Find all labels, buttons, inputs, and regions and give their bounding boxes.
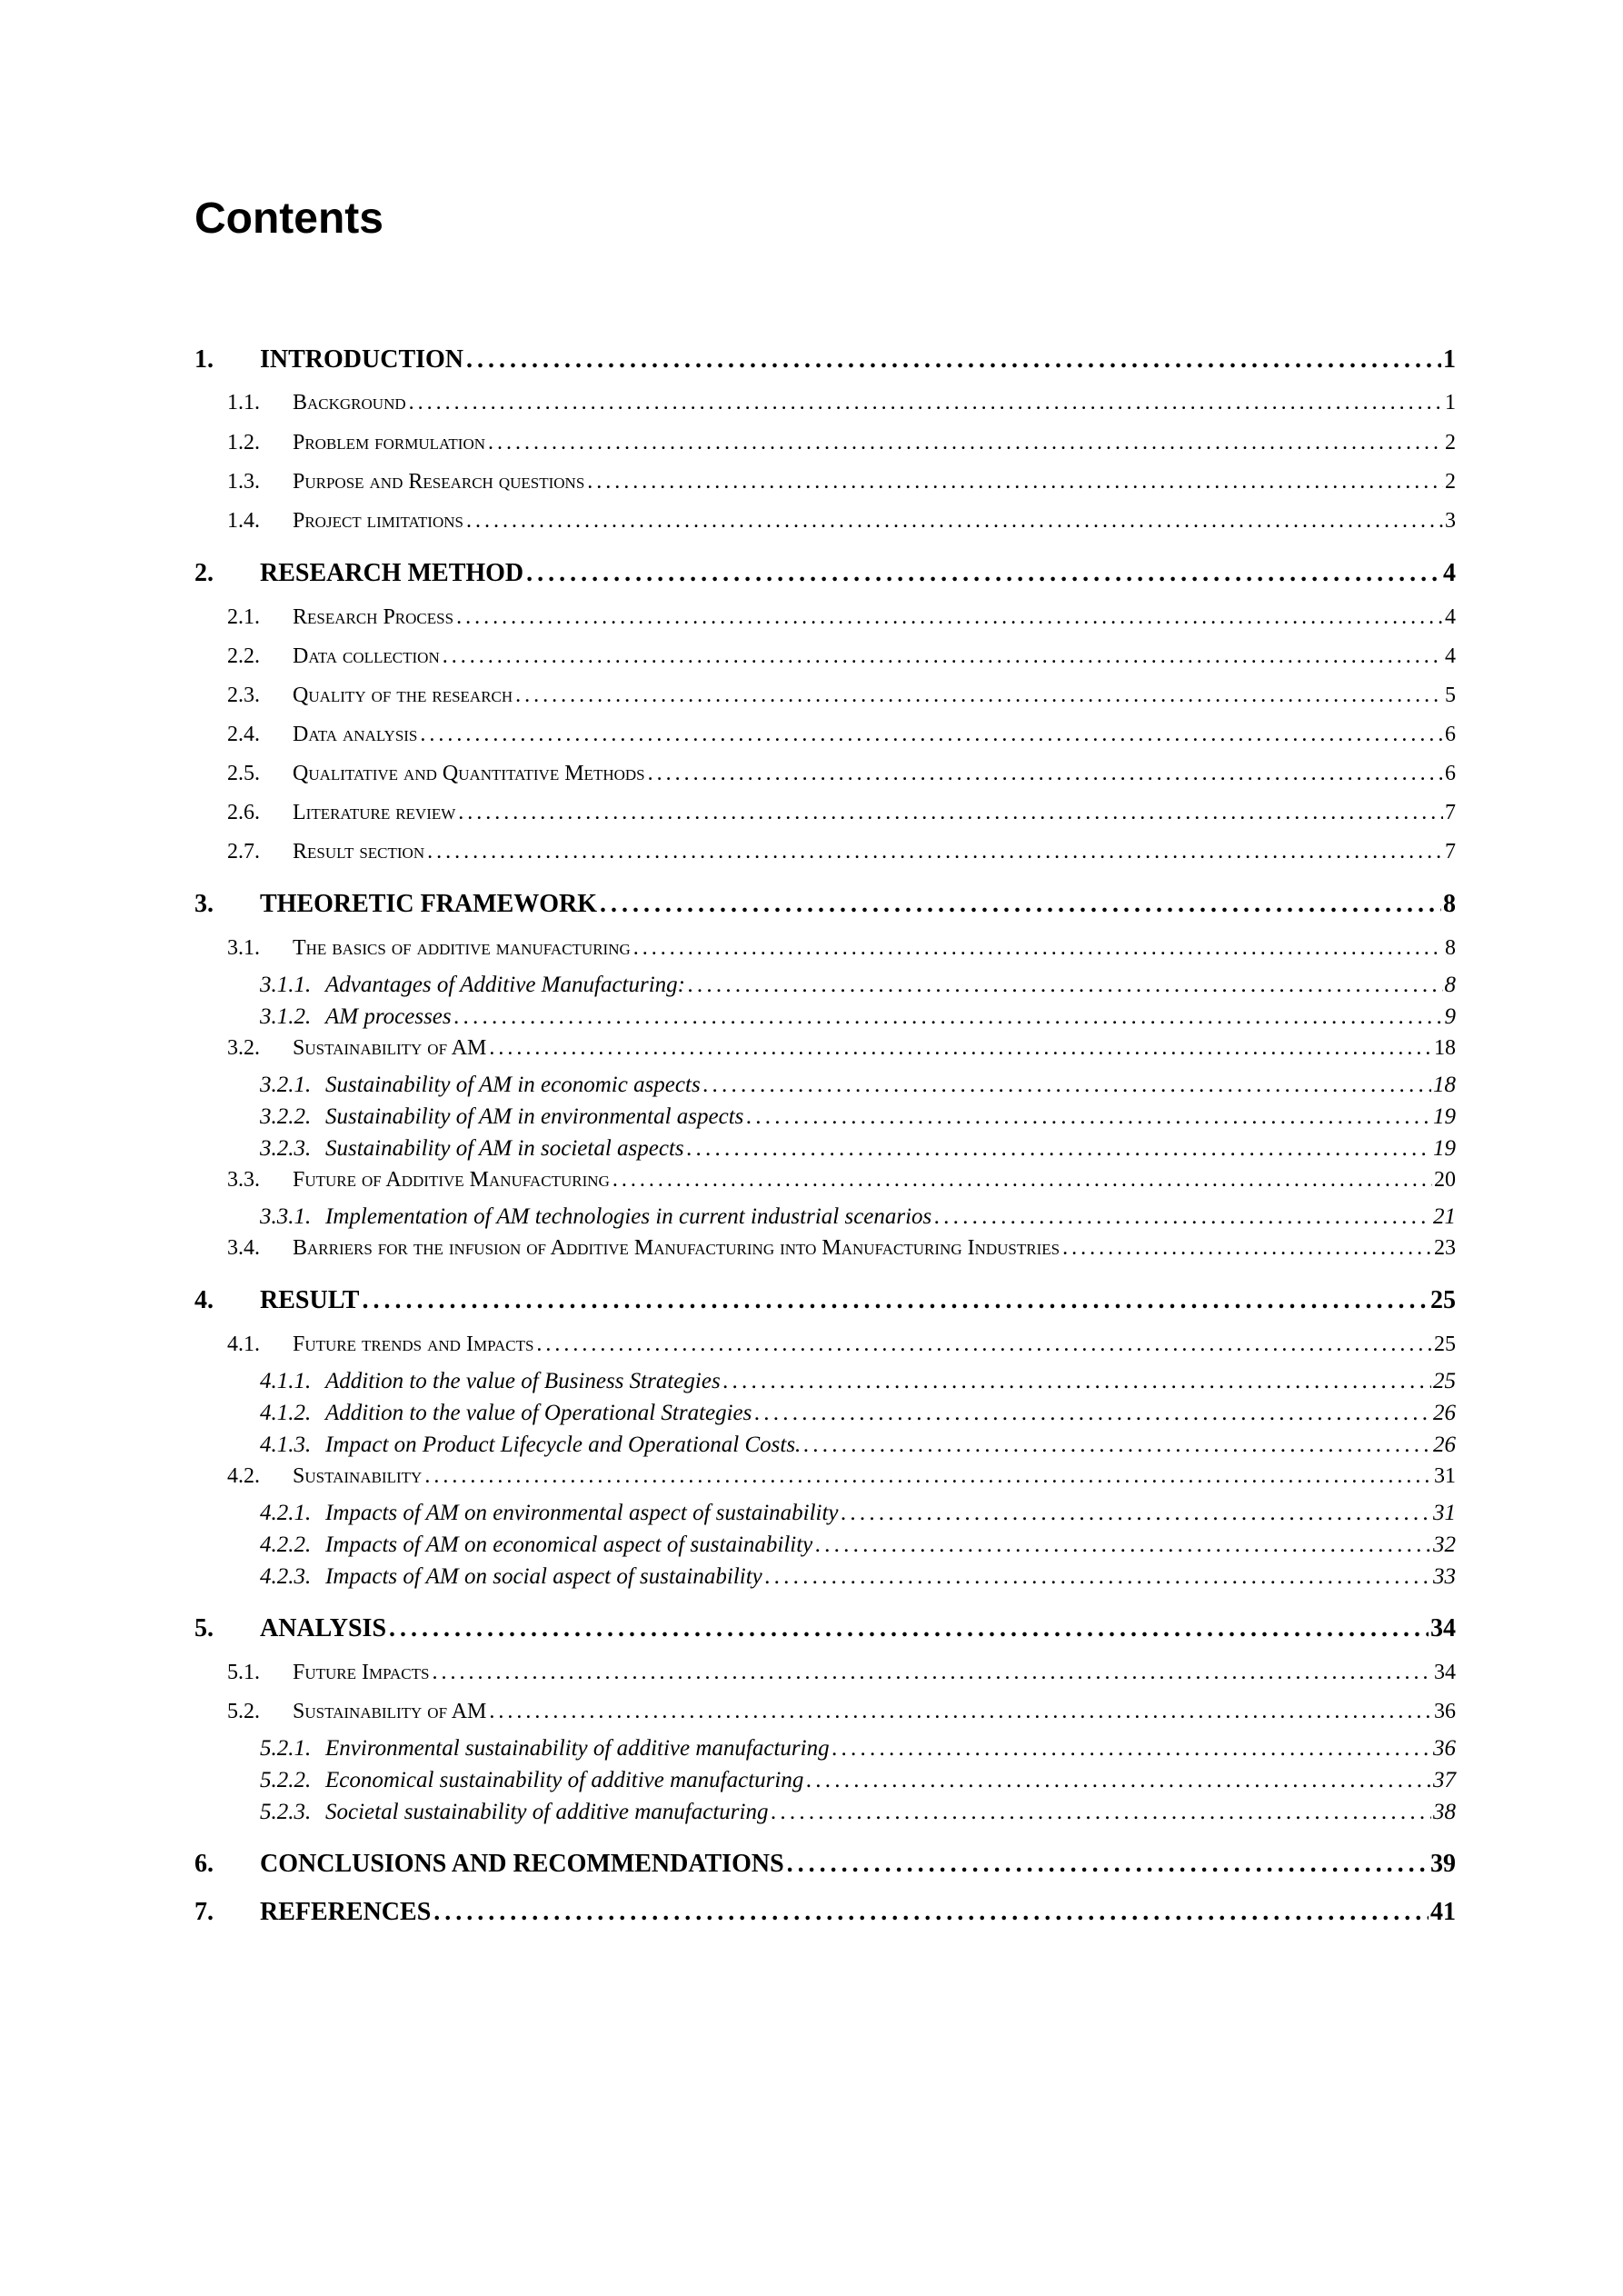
toc-entry-page-number: 26 (1433, 1401, 1456, 1425)
toc-entry-number: 4.1.2. (260, 1401, 312, 1425)
toc-entry-page-number: 6 (1445, 762, 1456, 785)
toc-entry-page-number: 21 (1433, 1204, 1456, 1229)
toc-entry-number: 1.4. (227, 509, 260, 533)
dot-leader (515, 684, 1443, 708)
toc-entry-number: 2.1. (227, 605, 260, 629)
toc-entry-number: 4. (194, 1286, 214, 1314)
toc-entry-number: 2.2. (227, 644, 260, 668)
toc-entry[interactable] (194, 1036, 1456, 1061)
toc-entry-number: 5.1. (227, 1661, 260, 1684)
toc-entry[interactable] (194, 1236, 1456, 1261)
toc-entry-number: 2.4. (227, 723, 260, 746)
toc-entry[interactable] (194, 1564, 1456, 1590)
dot-leader (443, 644, 1443, 669)
toc-entry[interactable] (194, 1768, 1456, 1793)
toc-entry-number: 4.1.1. (260, 1369, 312, 1393)
dot-leader (466, 345, 1441, 374)
toc-entry[interactable] (194, 723, 1456, 747)
toc-entry-label: Advantages of Additive Manufacturing: (325, 973, 685, 997)
dot-leader (454, 1004, 1443, 1030)
toc-entry-number: 2.5. (227, 762, 260, 785)
toc-entry[interactable] (194, 559, 1456, 588)
toc-entry-label: Sustainability of AM (293, 1036, 487, 1060)
toc-entry[interactable] (194, 345, 1456, 374)
toc-entry-label: INTRODUCTION (260, 345, 464, 374)
toc-entry[interactable] (194, 801, 1456, 825)
dot-leader (754, 1401, 1431, 1426)
toc-entry[interactable] (194, 1369, 1456, 1394)
toc-entry-label: Literature review (293, 801, 456, 824)
toc-entry-label: Problem formulation (293, 431, 486, 454)
toc-entry[interactable] (194, 1073, 1456, 1098)
toc-entry-label: Societal sustainability of additive manufacturing (325, 1800, 769, 1824)
toc-entry[interactable] (194, 973, 1456, 998)
toc-entry[interactable] (194, 1501, 1456, 1526)
toc-entry[interactable] (194, 1850, 1456, 1879)
toc-entry-page-number: 18 (1433, 1073, 1456, 1097)
toc-entry-label: Economical sustainability of additive manufacturing (325, 1768, 804, 1792)
dot-leader (420, 723, 1443, 747)
toc-entry-page-number: 2 (1445, 470, 1456, 494)
toc-entry-number: 1.3. (227, 470, 260, 494)
toc-entry-number: 5. (194, 1614, 214, 1642)
toc-entry-number: 5.2.2. (260, 1768, 312, 1792)
dot-leader (765, 1564, 1431, 1590)
toc-entry-label: Impact on Product Lifecycle and Operational Costs. (325, 1433, 802, 1457)
toc-entry[interactable] (194, 936, 1456, 961)
toc-entry-label: Quality of the research (293, 684, 513, 707)
toc-entry[interactable] (194, 1800, 1456, 1825)
dot-leader (424, 1464, 1432, 1489)
toc-entry-label: Future Impacts (293, 1661, 430, 1684)
dot-leader (389, 1614, 1429, 1643)
toc-entry[interactable] (194, 684, 1456, 708)
dot-leader (456, 605, 1443, 630)
toc-entry-number: 3.1. (227, 936, 260, 960)
toc-entry-label: REFERENCES (260, 1898, 432, 1926)
toc-entry-number: 4.2.2. (260, 1532, 312, 1557)
toc-entry-page-number: 41 (1430, 1898, 1456, 1926)
toc-entry-label: Barriers for the infusion of Additive Manufacturing into Manufacturing Industries (293, 1236, 1060, 1260)
toc-entry-page-number: 26 (1433, 1433, 1456, 1457)
toc-entry-label: Environmental sustainability of additive manufacturing (325, 1736, 830, 1761)
toc-entry-page-number: 25 (1434, 1333, 1456, 1356)
dot-leader (536, 1333, 1432, 1357)
toc-entry[interactable] (194, 1401, 1456, 1426)
dot-leader (612, 1168, 1432, 1193)
toc-entry-page-number: 1 (1445, 391, 1456, 414)
dot-leader (934, 1204, 1431, 1230)
toc-entry[interactable] (194, 1700, 1456, 1724)
toc-entry[interactable] (194, 890, 1456, 919)
toc-entry[interactable] (194, 431, 1456, 455)
toc-entry[interactable] (194, 1204, 1456, 1230)
dot-leader (723, 1369, 1431, 1394)
toc-entry-page-number: 31 (1433, 1501, 1456, 1525)
toc-entry-number: 5.2. (227, 1700, 260, 1723)
toc-entry-page-number: 36 (1434, 1700, 1456, 1723)
dot-leader (832, 1736, 1431, 1762)
toc-entry-label: CONCLUSIONS AND RECOMMENDATIONS (260, 1850, 784, 1878)
toc-entry-page-number: 33 (1433, 1564, 1456, 1589)
toc-entry-label: AM processes (325, 1004, 452, 1029)
toc-entry[interactable] (194, 840, 1456, 864)
toc-entry-label: Research Process (293, 605, 454, 629)
toc-entry[interactable] (194, 509, 1456, 534)
page-title: Contents (194, 195, 383, 243)
toc-entry-page-number: 25 (1433, 1369, 1456, 1393)
toc-entry-number: 1.2. (227, 431, 260, 454)
toc-entry[interactable] (194, 644, 1456, 669)
dot-leader (787, 1850, 1429, 1879)
toc-entry-number: 3.1.2. (260, 1004, 312, 1029)
dot-leader (600, 890, 1441, 919)
toc-entry[interactable] (194, 1898, 1456, 1927)
toc-entry-label: Sustainability (293, 1464, 423, 1488)
toc-entry-page-number: 7 (1445, 801, 1456, 824)
toc-entry-page-number: 4 (1445, 644, 1456, 668)
toc-entry-page-number: 23 (1434, 1236, 1456, 1260)
toc-entry-number: 4.2.1. (260, 1501, 312, 1525)
toc-entry-page-number: 8 (1444, 973, 1456, 997)
toc-entry-page-number: 2 (1445, 431, 1456, 454)
toc-entry[interactable] (194, 1532, 1456, 1558)
toc-entry-label: Qualitative and Quantitative Methods (293, 762, 645, 785)
toc-entry-number: 3.1.1. (260, 973, 312, 997)
dot-leader (841, 1501, 1431, 1526)
dot-leader (633, 936, 1443, 961)
toc-entry-number: 4.1.3. (260, 1433, 312, 1457)
toc-entry-number: 6. (194, 1850, 214, 1878)
dot-leader (489, 1700, 1432, 1724)
dot-leader (526, 559, 1441, 588)
toc-entry-label: Addition to the value of Operational Strategies (325, 1401, 752, 1425)
toc-entry-label: Sustainability of AM (293, 1700, 487, 1723)
toc-entry-number: 1.1. (227, 391, 260, 414)
toc-entry-page-number: 8 (1445, 936, 1456, 960)
toc-entry-page-number: 6 (1445, 723, 1456, 746)
toc-entry[interactable] (194, 470, 1456, 494)
toc-entry-number: 3.2.1. (260, 1073, 312, 1097)
toc-entry-label: Project limitations (293, 509, 463, 533)
toc-entry-page-number: 8 (1443, 890, 1456, 918)
toc-entry[interactable] (194, 1168, 1456, 1193)
toc-entry-page-number: 9 (1444, 1004, 1456, 1029)
dot-leader (687, 1136, 1431, 1162)
toc-entry[interactable] (194, 1736, 1456, 1762)
toc-entry-label: Impacts of AM on economical aspect of sustainability (325, 1532, 813, 1557)
toc-entry-number: 3.3.1. (260, 1204, 312, 1229)
dot-leader (362, 1286, 1429, 1315)
toc-entry-number: 3.2.2. (260, 1104, 312, 1129)
toc-entry-page-number: 5 (1445, 684, 1456, 707)
dot-leader (432, 1661, 1432, 1685)
toc-entry-page-number: 31 (1434, 1464, 1456, 1488)
toc-entry-page-number: 3 (1445, 509, 1456, 533)
toc-entry-number: 2.7. (227, 840, 260, 863)
toc-entry-label: Impacts of AM on social aspect of sustainability (325, 1564, 762, 1589)
toc-entry-page-number: 25 (1430, 1286, 1456, 1314)
toc-entry[interactable] (194, 1464, 1456, 1489)
toc-entry-number: 5.2.1. (260, 1736, 312, 1761)
toc-entry[interactable] (194, 1004, 1456, 1030)
toc-entry-label: Future of Additive Manufacturing (293, 1168, 610, 1192)
toc-entry-label: Background (293, 391, 406, 414)
toc-entry-label: Data collection (293, 644, 440, 668)
toc-entry[interactable] (194, 1104, 1456, 1130)
toc-entry[interactable] (194, 605, 1456, 630)
toc-entry-page-number: 38 (1433, 1800, 1456, 1824)
toc-entry-number: 7. (194, 1898, 214, 1926)
toc-entry-label: Impacts of AM on environmental aspect of sustainability (325, 1501, 839, 1525)
toc-entry[interactable] (194, 762, 1456, 786)
dot-leader (466, 509, 1443, 534)
toc-entry[interactable] (194, 1333, 1456, 1357)
toc-entry-number: 3.2.3. (260, 1136, 312, 1161)
toc-entry-number: 2. (194, 559, 214, 587)
toc-entry[interactable] (194, 1661, 1456, 1685)
toc-entry-label: Sustainability of AM in societal aspects (325, 1136, 684, 1161)
toc-entry-number: 3. (194, 890, 214, 918)
toc-entry-number: 4.2. (227, 1464, 260, 1488)
dot-leader (803, 1433, 1431, 1458)
dot-leader (458, 801, 1443, 825)
toc-entry[interactable] (194, 391, 1456, 415)
toc-entry-label: Future trends and Impacts (293, 1333, 534, 1356)
dot-leader (587, 470, 1443, 494)
toc-entry-number: 1. (194, 345, 214, 374)
toc-entry-number: 4.2.3. (260, 1564, 312, 1589)
toc-entry[interactable] (194, 1286, 1456, 1315)
dot-leader (746, 1104, 1431, 1130)
toc-entry-page-number: 19 (1433, 1104, 1456, 1129)
toc-entry-page-number: 1 (1443, 345, 1456, 374)
toc-entry-page-number: 4 (1445, 605, 1456, 629)
toc-entry-page-number: 18 (1434, 1036, 1456, 1060)
dot-leader (489, 1036, 1432, 1061)
toc-entry-page-number: 19 (1433, 1136, 1456, 1161)
toc-entry-label: RESULT (260, 1286, 360, 1314)
toc-entry-label: The basics of additive manufacturing (293, 936, 631, 960)
toc-entry-page-number: 37 (1433, 1768, 1456, 1792)
dot-leader (1062, 1236, 1432, 1261)
dot-leader (433, 1898, 1429, 1927)
dot-leader (488, 431, 1443, 455)
toc-entry-page-number: 36 (1433, 1736, 1456, 1761)
toc-entry-number: 2.3. (227, 684, 260, 707)
dot-leader (648, 762, 1443, 786)
toc-entry-label: Purpose and Research questions (293, 470, 585, 494)
toc-entry-number: 3.3. (227, 1168, 260, 1192)
toc-entry[interactable] (194, 1614, 1456, 1643)
toc-entry[interactable] (194, 1136, 1456, 1162)
toc-entry-page-number: 32 (1433, 1532, 1456, 1557)
toc-entry-label: Data analysis (293, 723, 418, 746)
dot-leader (427, 840, 1443, 864)
dot-leader (409, 391, 1443, 415)
toc-entry-label: Sustainability of AM in environmental aspects (325, 1104, 744, 1129)
toc-entry-label: Addition to the value of Business Strategies (325, 1369, 721, 1393)
toc-entry-label: RESEARCH METHOD (260, 559, 524, 587)
toc-entry-page-number: 34 (1434, 1661, 1456, 1684)
toc-entry-page-number: 20 (1434, 1168, 1456, 1192)
dot-leader (806, 1768, 1431, 1793)
toc-entry-number: 3.2. (227, 1036, 260, 1060)
toc-entry-label: Sustainability of AM in economic aspects (325, 1073, 701, 1097)
toc-entry-page-number: 39 (1430, 1850, 1456, 1878)
toc-entry-label: Result section (293, 840, 425, 863)
dot-leader (703, 1073, 1431, 1098)
dot-leader (771, 1800, 1431, 1825)
toc-entry-page-number: 7 (1445, 840, 1456, 863)
dot-leader (688, 973, 1443, 998)
toc-entry-number: 3.4. (227, 1236, 260, 1260)
toc-entry-page-number: 34 (1430, 1614, 1456, 1642)
toc-entry-label: ANALYSIS (260, 1614, 387, 1642)
toc-entry[interactable] (194, 1433, 1456, 1458)
toc-entry-number: 5.2.3. (260, 1800, 312, 1824)
toc-entry-page-number: 4 (1443, 559, 1456, 587)
toc-entry-label: Implementation of AM technologies in current industrial scenarios (325, 1204, 932, 1229)
toc-entry-number: 2.6. (227, 801, 260, 824)
toc-entry-number: 4.1. (227, 1333, 260, 1356)
dot-leader (815, 1532, 1431, 1558)
toc-entry-label: THEORETIC FRAMEWORK (260, 890, 598, 918)
